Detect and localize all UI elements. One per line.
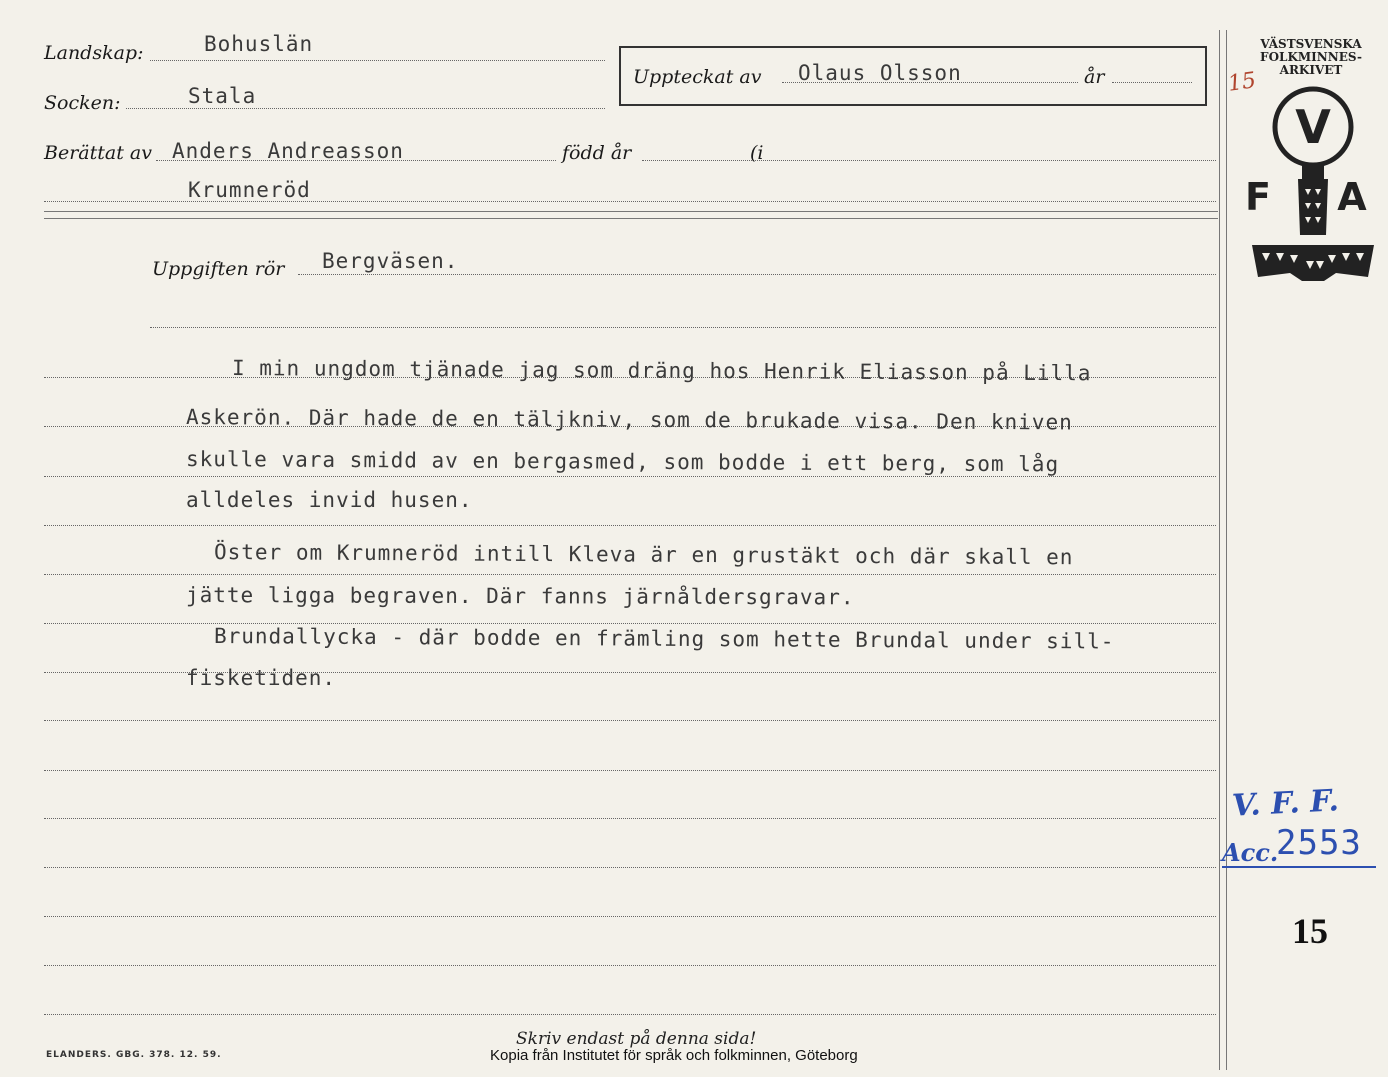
printer-mark: ELANDERS. GBG. 378. 12. 59. <box>46 1050 222 1060</box>
header-separator-bottom <box>44 218 1218 219</box>
accession-number: 2553 <box>1276 823 1362 863</box>
socken-label: Socken: <box>44 92 121 114</box>
logo-letter-a: A <box>1337 175 1367 219</box>
handwritten-page-number: 15 <box>1226 68 1258 97</box>
archive-name-line: ARKIVET <box>1279 63 1343 77</box>
body-line <box>44 525 1216 526</box>
body-line <box>44 770 1216 771</box>
uppgiften-dotted-line-2 <box>150 327 1216 328</box>
thors-hammer-logo-icon <box>1240 85 1380 290</box>
archive-name <box>1252 38 1370 77</box>
ar-label: år <box>1084 66 1105 88</box>
body-line <box>44 574 1216 575</box>
landskap-dotted-line <box>150 60 605 61</box>
berattat-label: Berättat av <box>44 142 152 164</box>
body-text-line: Brundallycka - där bodde en främling som hette Brundal under sill- <box>213 624 1115 654</box>
margin-rule-left <box>1219 30 1220 1070</box>
archive-name-line: VÄSTSVENSKA <box>1260 37 1362 51</box>
page-number: 15 <box>1292 911 1328 951</box>
accession-stamp-prefix: Acc. <box>1222 838 1279 867</box>
body-text-line: Askerön. Där hade de en täljkniv, som de brukade visa. Den kniven <box>185 405 1073 435</box>
logo-letter-f: F <box>1245 175 1271 219</box>
berattat-value: Anders Andreasson <box>172 139 404 163</box>
landskap-value: Bohuslän <box>204 32 314 56</box>
socken-value: Stala <box>188 84 257 108</box>
body-text-line: jätte ligga begraven. Där fanns järnåldersgravar. <box>185 583 855 610</box>
upptecknat-value: Olaus Olsson <box>798 61 962 85</box>
accession-stamp-underline <box>1222 866 1376 868</box>
body-line <box>44 1014 1216 1015</box>
body-line <box>44 818 1216 819</box>
uppgiften-dotted-line <box>298 274 1216 275</box>
uppgiften-label: Uppgiften rör <box>152 258 285 280</box>
instruction-note: Skriv endast på denna sida! <box>516 1029 757 1049</box>
fodd-label: född år <box>562 142 632 164</box>
copy-notice: Kopia från Institutet för språk och folkminnen, Göteborg <box>490 1047 858 1064</box>
body-line <box>44 720 1216 721</box>
logo-letter-v: V <box>1295 100 1331 154</box>
uppgiften-value: Bergväsen. <box>322 249 459 273</box>
ar-dotted-line <box>1112 82 1192 83</box>
header-separator-top <box>44 211 1218 212</box>
archive-name-line: FOLKMINNES- <box>1260 50 1362 64</box>
socken-dotted-line <box>126 108 605 109</box>
body-line <box>44 867 1216 868</box>
body-text-line: I min ungdom tjänade jag som dräng hos Henrik Eliasson på Lilla <box>231 356 1092 386</box>
body-line <box>44 965 1216 966</box>
body-text-line: alldeles invid husen. <box>186 488 473 512</box>
body-line <box>44 916 1216 917</box>
body-text-line: Öster om Krumneröd intill Kleva är en grustäkt och där skall en <box>213 540 1074 570</box>
fodd-dotted-line <box>642 160 1216 161</box>
landskap-label: Landskap: <box>44 42 144 64</box>
place-value: Krumneröd <box>188 178 311 202</box>
body-text-line: skulle vara smidd av en bergasmed, som bodde i ett berg, som låg <box>185 447 1060 477</box>
accession-stamp-title: V. F. F. <box>1231 783 1340 824</box>
margin-rule-right <box>1226 30 1227 1070</box>
body-text-line: fisketiden. <box>186 666 337 690</box>
place-dotted-line <box>44 201 1216 202</box>
fodd-paren: (i <box>750 142 764 164</box>
upptecknat-label: Uppteckat av <box>633 66 762 88</box>
